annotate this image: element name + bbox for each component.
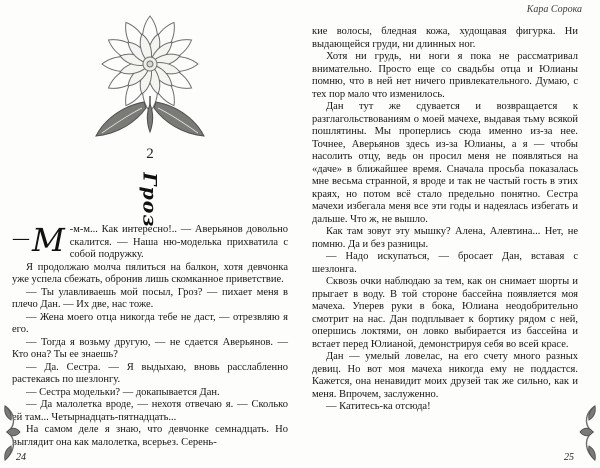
page-right xyxy=(312,0,578,468)
drop-cap-letter: М xyxy=(32,221,65,259)
paragraph: — Да. Сестра. — Я выдыхаю, вновь расслабленно растекаясь по шезлонгу. xyxy=(12,361,288,385)
chapter-title: Гроз xyxy=(138,172,161,228)
paragraph: — Ты улавливаешь мой посыл, Гроз? — пихает меня в плечо Дан. — Их две, нас тоже. xyxy=(12,286,288,310)
paragraph: — Тогда я возьму другую, — не сдается Аверьянов. — Кто она? Ты ее знаешь? xyxy=(12,336,288,360)
chapter-number: 2 xyxy=(146,146,154,162)
left-page-text xyxy=(12,221,288,449)
dialogue-dash: — xyxy=(12,228,30,249)
paragraph: Как там зовут эту мышку? Алена, Алевтина... Нет, не помню. Да и без разницы. xyxy=(312,226,578,250)
right-page-text xyxy=(312,26,578,414)
paragraph: Хотя ни грудь, ни ноги я пока не рассматривал внимательно. Просто еще со свадьбы отца и Юлианы помню, что в ней нет ничего привлекательного. Думаю, с тех пор мало что изменилось. xyxy=(312,51,578,100)
paragraph: На самом деле я знаю, что девчонке семнадцать. Но выглядит она как малолетка, всерьез. Серень- xyxy=(12,424,288,448)
corner-flourish-left-icon xyxy=(1,404,21,462)
running-head-author: Кара Сорока xyxy=(526,4,582,15)
paragraph: Дан — умелый ловелас, на его счету много разных девиц. Но вот моя мачеха никогда ему не поддастся. Кажется, она ненавидит моих друзей так же сильно, как и меня. Впрочем, заслуженно. xyxy=(312,351,578,400)
paragraph: Сквозь очки наблюдаю за тем, как он снимает шорты и прыгает в воду. В той стороне бассейна появляется моя мачеха. Уперев руки в бока, Юлиана неодобрительно смотрит на нас. Дан подплывает к бортику рядом с ней, опершись локтями, он ловко выбирается из бассейна и встает перед Юлианой, демонстрируя себя во всей красе. xyxy=(312,276,578,350)
page-number-left: 24 xyxy=(16,452,26,463)
paragraph: — Катитесь-ка отсюда! xyxy=(326,401,431,412)
page-left xyxy=(12,0,288,468)
paragraph: Дан тут же сдувается и возвращается к разглагольствованиям о моей мачехе, выдавая тьму всякой пошлятины. Мы проперлись сюда именно из-за нее. Точнее, Аверьянов здесь из-за Юлианы, а я — чтобы насолить отцу, ведь он просил меня не появляться на «даче» в ближайшее время. Сначала просьба показалась мне весьма странной, я вроде и так не частый гость в этих краях, но потом всё стало предельно понятно. Сестра мачехи избегала меня все эти годы и надеялась избегать и дальше. Что ж, не вышло. xyxy=(312,101,578,225)
paragraph: — Сестра модельки? — докапывается Дан. xyxy=(26,386,220,398)
paragraph: Я продолжаю молча пялиться на балкон, хотя девчонка уже успела сбежать, обронив лишь скомканное приветствие. xyxy=(12,261,288,285)
paragraph: кие волосы, бледная кожа, худощавая фигурка. Ни выдающейся груди, ни длинных ног. xyxy=(312,26,578,50)
corner-flourish-right-icon xyxy=(579,404,599,462)
page-number-right: 25 xyxy=(564,452,574,463)
paragraph: — Да малолетка вроде, — нехотя отвечаю я. — Сколько ей там... Четырнадцать-пятнадцать... xyxy=(12,399,288,423)
paragraph xyxy=(12,221,288,262)
paragraph: — Надо искупаться, — бросает Дан, вставая с шезлонга. xyxy=(312,251,578,275)
flower-illustration xyxy=(12,6,288,147)
flower-engraving-svg xyxy=(64,6,236,142)
drop-cap xyxy=(12,221,65,259)
paragraph-text: -м-м... Как интересно!.. — Аверьянов довольно скалится. — Наша ню-моделька прихватила с собой подружку. xyxy=(69,224,288,260)
paragraph: — Жена моего отца никогда тебе не даст, — отрезвляю я его. xyxy=(12,311,288,335)
